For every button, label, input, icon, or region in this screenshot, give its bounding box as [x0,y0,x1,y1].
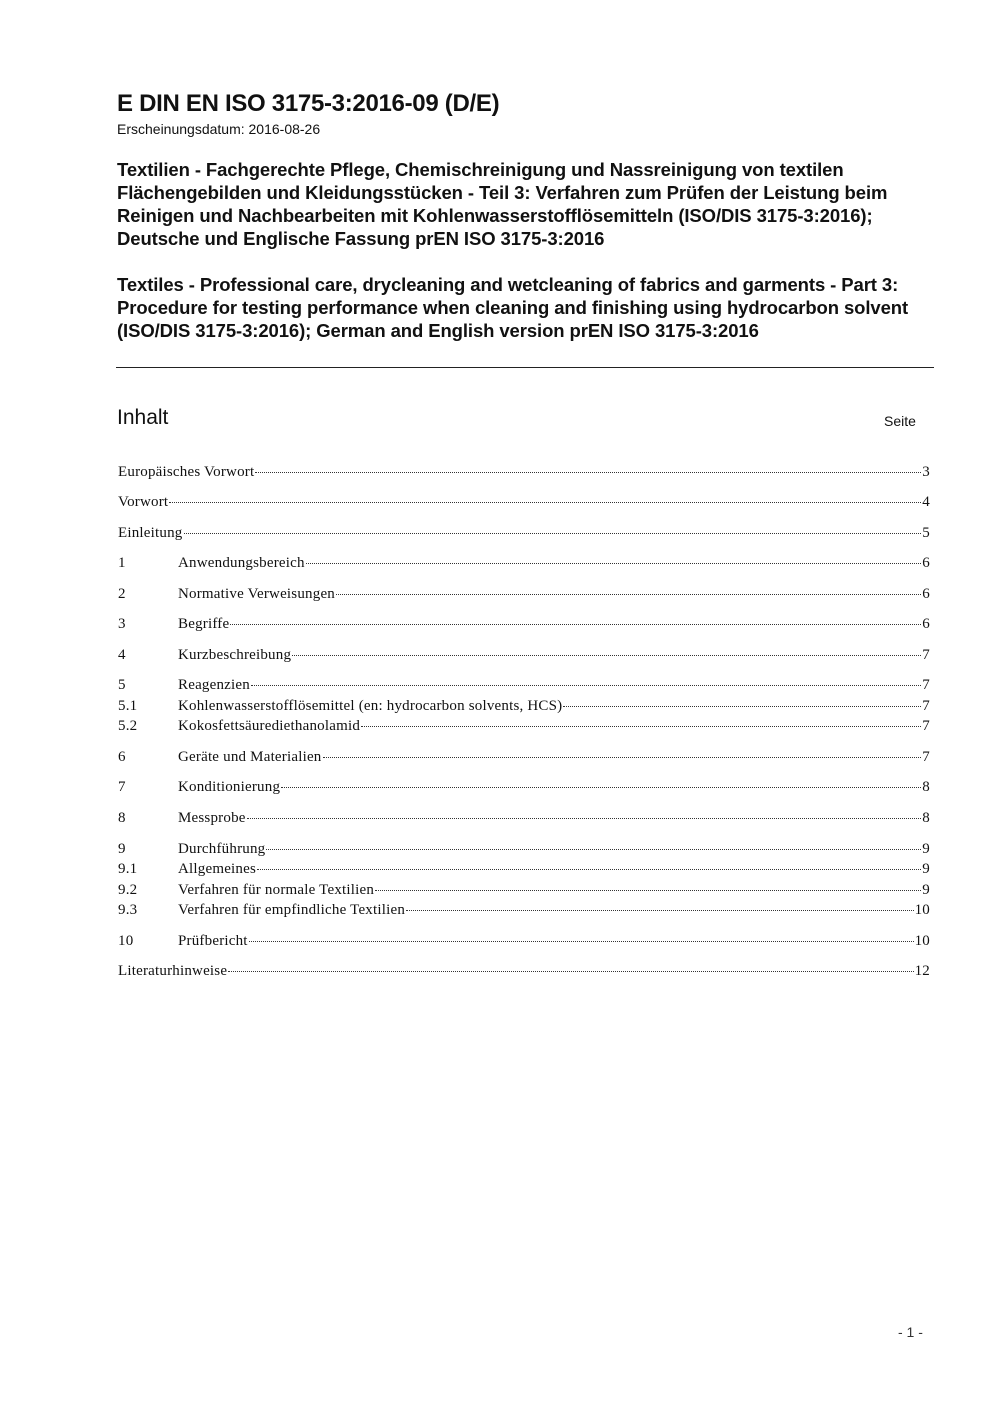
toc-entry[interactable] [118,677,930,697]
toc-entry-page: 7 [922,718,930,734]
toc-entry-number: 4 [118,647,126,663]
toc-entry[interactable] [118,749,930,769]
toc-entry[interactable] [118,861,930,881]
toc-entry[interactable] [118,494,930,514]
toc-entry-number: 9.2 [118,882,138,898]
toc-entry-label: Einleitung [118,525,183,541]
toc-entry-label: Prüfbericht [178,933,248,949]
toc-entry-number: 9 [118,841,126,857]
toc-entry-number: 3 [118,616,126,632]
toc-leader-dots [406,909,914,911]
toc-leader-dots [249,940,914,942]
toc-entry[interactable] [118,464,930,484]
toc-leader-dots [375,889,921,891]
toc-entry-label: Messprobe [178,810,246,826]
toc-entry[interactable] [118,902,930,922]
toc-leader-dots [228,970,913,972]
toc-entry-page: 8 [922,810,930,826]
document-title: E DIN EN ISO 3175-3:2016-09 (D/E) [117,90,500,117]
toc-leader-dots [336,593,921,595]
toc-entry[interactable] [118,616,930,636]
toc-leader-dots [169,501,921,503]
toc-entry-label: Verfahren für empfindliche Textilien [178,902,406,918]
toc-entry-label: Reagenzien [178,677,250,693]
toc-entry[interactable] [118,841,930,861]
toc-entry[interactable] [118,718,930,738]
toc-entry-number: 2 [118,586,126,602]
toc-entry-page: 3 [922,464,930,480]
toc-leader-dots [563,705,921,707]
toc-entry[interactable] [118,647,930,667]
toc-entry-page: 10 [914,902,930,918]
toc-entry[interactable] [118,933,930,953]
toc-entry-page: 8 [922,779,930,795]
toc-leader-dots [266,848,921,850]
toc-entry-label: Kohlenwasserstofflösemittel (en: hydrocarbon solvents, HCS) [178,698,563,714]
toc-leader-dots [230,623,921,625]
toc-entry-number: 8 [118,810,126,826]
toc-entry-label: Kokosfettsäurediethanolamid [178,718,361,734]
toc-entry[interactable] [118,555,930,575]
toc-entry-page: 5 [922,525,930,541]
toc-entry-page: 6 [922,586,930,602]
toc-entry-page: 6 [922,616,930,632]
german-title: Textilien - Fachgerechte Pflege, Chemischreinigung und Nassreinigung von textilen Flächengebilden und Kleidungsstücken - Teil 3: Verfahren zum Prüfen der Leistung beim Reinigen und Nachbearbeiten mit Kohlenwasserstofflösemitteln (ISO/DIS 3175-3:2016); Deutsche und Englische Fassung prEN ISO 3175-3:2016 [117,159,888,249]
toc-entry[interactable] [118,525,930,545]
toc-entry-number: 6 [118,749,126,765]
toc-entry-number: 5 [118,677,126,693]
toc-entry-page: 7 [922,677,930,693]
toc-entry-label: Geräte und Materialien [178,749,322,765]
toc-entry-page: 9 [922,882,930,898]
toc-entry-page: 7 [922,647,930,663]
toc-entry-number: 10 [118,933,134,949]
toc-entry-label: Europäisches Vorwort [118,464,255,480]
toc-leader-dots [292,654,921,656]
toc-entry-page: 9 [922,861,930,877]
toc-entry-page: 12 [914,963,930,979]
toc-entry-number: 1 [118,555,126,571]
toc-heading: Inhalt [117,406,169,429]
toc-entry-label: Vorwort [118,494,169,510]
toc-entry[interactable] [118,882,930,902]
toc-entry[interactable] [118,779,930,799]
toc-entry-number: 9.3 [118,902,138,918]
toc-entry-label: Durchführung [178,841,266,857]
english-title: Textiles - Professional care, drycleaning and wetcleaning of fabrics and garments - Part 3: Procedure for testing performance when cleaning and finishing using hydrocarbon solvent (ISO/DIS 3175-3:2016); German and English version prEN ISO 3175-3:2016 [117,274,909,341]
toc-entry-label: Kurzbeschreibung [178,647,292,663]
toc-entry-label: Anwendungsbereich [178,555,305,571]
toc-leader-dots [361,725,921,727]
toc-leader-dots [306,562,922,564]
toc-entry-number: 5.1 [118,698,138,714]
toc-entry-label: Begriffe [178,616,230,632]
toc-entry-number: 9.1 [118,861,138,877]
toc-entry[interactable] [118,698,930,718]
toc-entry-page: 7 [922,698,930,714]
toc-entry[interactable] [118,810,930,830]
toc-leader-dots [251,684,921,686]
toc-entry-label: Konditionierung [178,779,281,795]
toc-entry-label: Allgemeines [178,861,257,877]
toc-entry-number: 7 [118,779,126,795]
toc-entry-page: 6 [922,555,930,571]
toc-entry-number: 5.2 [118,718,138,734]
toc-leader-dots [257,868,921,870]
toc-entry[interactable] [118,963,930,983]
toc-page-label: Seite [884,413,916,429]
toc-entry-page: 10 [914,933,930,949]
toc-entry-label: Literaturhinweise [118,963,228,979]
toc-entry[interactable] [118,586,930,606]
toc-leader-dots [184,532,922,534]
toc-leader-dots [281,786,921,788]
toc-leader-dots [323,756,922,758]
publication-date: Erscheinungsdatum: 2016-08-26 [117,121,321,137]
toc-entry-page: 9 [922,841,930,857]
toc-entry-label: Verfahren für normale Textilien [178,882,375,898]
page-number: - 1 - [898,1324,923,1340]
toc-entry-label: Normative Verweisungen [178,586,336,602]
toc-leader-dots [247,817,922,819]
toc-entry-page: 4 [922,494,930,510]
table-of-contents [118,0,930,1000]
toc-leader-dots [255,471,921,473]
toc-entry-page: 7 [922,749,930,765]
